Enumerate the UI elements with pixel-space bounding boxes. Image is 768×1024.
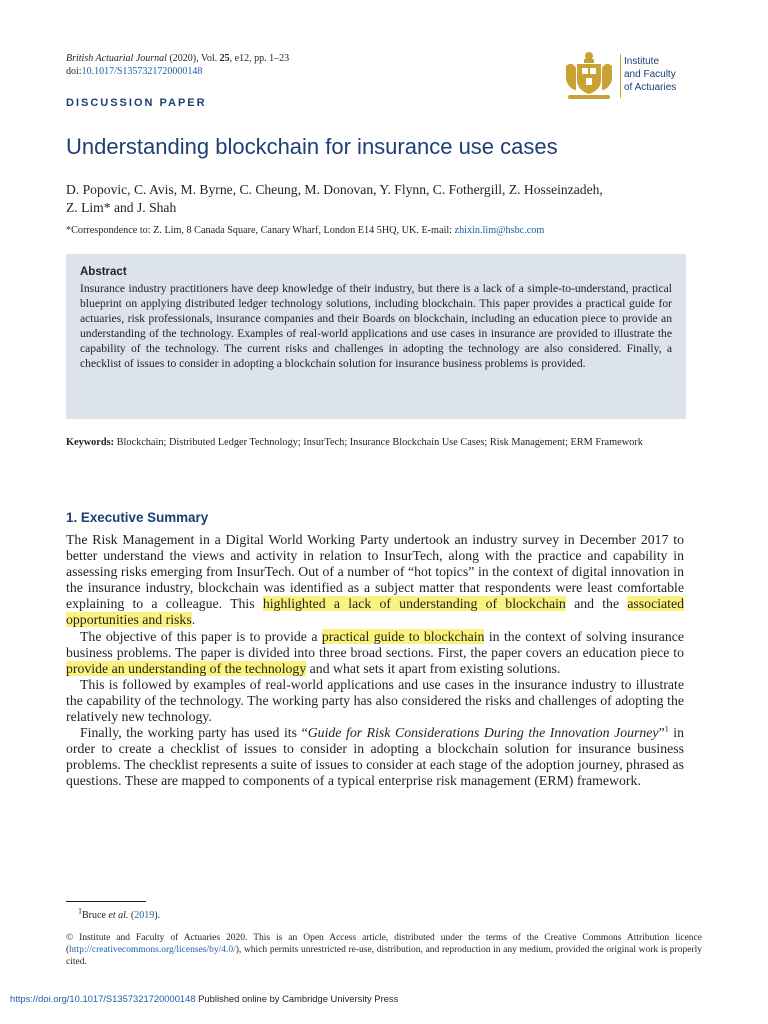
keywords xyxy=(66,436,702,451)
paragraph: The objective of this paper is to provide a practical guide to blockchain in the context of solving insurance business problems. The paper is divided into three broad sections. First, the paper covers an education piece to provide an understanding of the technology and what sets it apart from existing solutions. xyxy=(66,628,684,676)
logo-divider xyxy=(620,54,621,98)
keywords-text: Blockchain; Distributed Ledger Technology; InsurTech; Insurance Blockchain Use Cases; Risk Management; ERM Framework xyxy=(114,437,643,448)
highlight[interactable]: provide an understanding of the technology xyxy=(66,660,307,676)
license-notice: © Institute and Faculty of Actuaries 2020. This is an Open Access article, distributed under the terms of the Creative Commons Attribution licence (http://creativecommons.org/licenses/by/4.0/), which permits unrestricted re-use, distribution, and reproduction in any medium, provided the original work is properly cited. xyxy=(66,933,702,968)
footer-doi-link[interactable]: https://doi.org/10.1017/S1357321720000148 xyxy=(10,993,196,1004)
body-text xyxy=(66,532,684,790)
author-list: D. Popovic, C. Avis, M. Byrne, C. Cheung, M. Donovan, Y. Flynn, C. Fothergill, Z. Hosseinzadeh, Z. Lim* and J. Shah xyxy=(66,182,603,215)
highlight[interactable]: associated opportunities and risks xyxy=(66,596,685,628)
institute-logo xyxy=(562,50,692,102)
highlight[interactable]: practical guide to blockchain xyxy=(321,628,485,644)
article-type-label: DISCUSSION PAPER xyxy=(66,97,207,109)
license-link[interactable]: http://creativecommons.org/licenses/by/4.0/ xyxy=(69,945,236,956)
logo-wordmark: Institute and Faculty of Actuaries xyxy=(624,56,677,93)
publisher-footer: https://doi.org/10.1017/S1357321720000148 Published online by Cambridge University Press xyxy=(10,993,399,1004)
highlight[interactable]: highlighted a lack of understanding of blockchain xyxy=(262,596,566,612)
footnote: $^1$Bruce et al. (2019). xyxy=(78,906,161,921)
abstract-heading: Abstract xyxy=(80,266,127,278)
email-link[interactable]: zhixin.lim@hsbc.com xyxy=(454,225,545,236)
journal-name: British Actuarial Journal xyxy=(66,53,167,64)
volume-number: 25 xyxy=(219,53,230,64)
footnote-marker[interactable]: 1 xyxy=(664,724,669,734)
abstract-text: Insurance industry practitioners have deep knowledge of their industry, but there is a lack of a simple-to-understand, practical blueprint on applying distributed ledger technology solutions, including blockchain. This paper provides a practical guide for actuaries, risk professionals, insurance companies and their Boards on blockchain, including an education piece to provide an understanding of the technology. Examples of real-world applications and use cases in insurance are provided to illustrate the capability of the technology. The current risks and challenges in adopting the technology are also considered. Finally, a checklist of issues to consider in adopting a blockchain solution for insurance business problems is provided. xyxy=(80,282,672,371)
paragraph: The Risk Management in a Digital World Working Party undertook an industry survey in December 2017 to better understand the views and activity in relation to InsurTech, along with the practice and capability in assessing risks emerging from InsurTech. Out of a number of “hot topics” in the context of digital innovation in the insurance industry, blockchain was identified as a subject matter that respondents were least comfortable explaining to a colleague. This highlighted a lack of understanding of blockchain and the associated opportunities and risks. xyxy=(66,532,685,628)
doi-link[interactable]: 10.1017/S1357321720000148 xyxy=(81,66,203,77)
keywords-label: Keywords: xyxy=(66,437,115,448)
paper-title: Understanding blockchain for insurance use cases xyxy=(66,134,558,159)
section-heading: 1. Executive Summary xyxy=(66,510,209,525)
crest-icon xyxy=(562,50,616,102)
paragraph: Finally, the working party has used its “Guide for Risk Considerations During the Innovation Journey”$^1$ in order to create a checklist of issues to consider in adopting a blockchain solution for insurance business problems. The checklist represents a suite of issues to consider at each stage of the adoption journey, phrased as questions. These are mapped to components of a typical enterprise risk management (ERM) framework. xyxy=(66,724,684,789)
citation-link[interactable]: 2019 xyxy=(134,910,155,921)
abstract-box xyxy=(66,254,686,419)
journal-citation: British Actuarial Journal (2020), Vol. 25, e12, pp. 1–23 doi:10.1017/S1357321720000148 xyxy=(66,53,290,77)
footnote-rule xyxy=(66,901,146,902)
correspondence-note: *Correspondence to: Z. Lim, 8 Canada Square, Canary Wharf, London E14 5HQ, UK. E-mail: zhixin.lim@hsbc.com xyxy=(66,225,545,236)
paragraph: This is followed by examples of real-world applications and use cases in the insurance industry to illustrate the capability of the technology. The working party has also considered the risks and challenges of adopting the relatively new technology. xyxy=(66,676,684,725)
